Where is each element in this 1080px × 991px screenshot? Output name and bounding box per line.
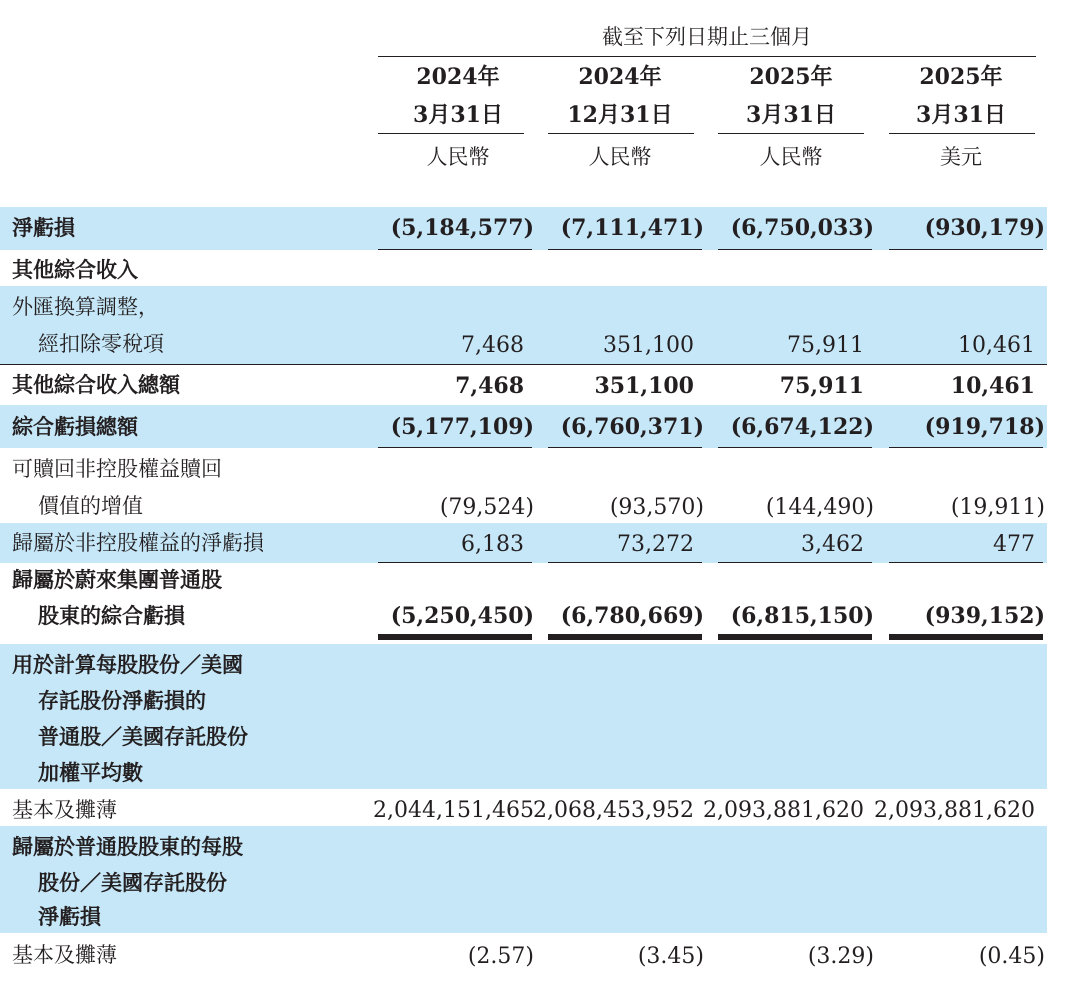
- date-rule-1: [378, 133, 524, 134]
- column-header-2: [555, 62, 685, 172]
- row-label-eps-cont: [12, 865, 372, 902]
- row-label-wavg-basic: 基本及攤薄: [12, 798, 117, 822]
- row-label-line: 股東的綜合虧損: [38, 604, 185, 628]
- row-label-wavg-cont: [12, 719, 372, 756]
- date-rule-4: [889, 133, 1035, 134]
- row-label-fx: 外匯換算調整，: [12, 295, 159, 319]
- date-rule-3: [718, 133, 864, 134]
- value-cell: (5,250,450): [390, 603, 534, 629]
- value-cell: (7,111,471): [560, 215, 704, 241]
- row-label-redeemable-cont: [12, 488, 372, 525]
- value-rule: [889, 562, 1043, 563]
- row-label-line: 經扣除零稅項: [38, 332, 164, 356]
- value-cell: 73,272: [617, 532, 694, 557]
- value-cell: 2,068,453,952: [533, 798, 694, 823]
- value-cell: 10,461: [950, 373, 1035, 399]
- row-label-eps-cont: [12, 899, 372, 936]
- column-currency: 人民幣: [588, 145, 652, 169]
- column-currency: 美元: [940, 145, 982, 169]
- column-date: 12月31日: [567, 102, 673, 128]
- double-rule: [889, 634, 1043, 640]
- value-cell: 477: [993, 532, 1035, 557]
- value-cell: 75,911: [787, 333, 864, 358]
- value-rule: [718, 249, 872, 250]
- column-header-1: [393, 62, 523, 172]
- value-rule: [548, 447, 702, 448]
- row-label-line: 存託股份淨虧損的: [38, 689, 206, 713]
- column-year: 2024年: [416, 64, 500, 90]
- value-rule: [378, 249, 532, 250]
- row-label-fx-cont: [12, 326, 372, 363]
- value-rule: [548, 249, 702, 250]
- value-cell: (2.57): [467, 944, 534, 969]
- column-date: 3月31日: [413, 102, 503, 128]
- value-cell: (19,911): [950, 495, 1045, 520]
- column-year: 2025年: [749, 64, 833, 90]
- value-rule: [718, 447, 872, 448]
- value-cell: 7,468: [455, 373, 524, 399]
- column-year: 2024年: [578, 64, 662, 90]
- row-label-eps: 歸屬於普通股股東的每股: [12, 835, 243, 859]
- value-cell: (3.45): [637, 944, 704, 969]
- value-cell: (5,184,577): [390, 215, 534, 241]
- value-cell: 2,044,151,465: [373, 798, 534, 823]
- row-label-nci-loss: 歸屬於非控股權益的淨虧損: [12, 531, 264, 555]
- value-rule: [889, 447, 1043, 448]
- period-title: 截至下列日期止三個月: [602, 25, 812, 49]
- value-cell: (6,780,669): [560, 603, 704, 629]
- value-cell: 10,461: [958, 333, 1035, 358]
- value-cell: (5,177,109): [390, 414, 534, 440]
- row-label-wavg-cont: [12, 755, 372, 792]
- row-label-attrib-comp-cont: [12, 598, 372, 635]
- value-cell: (3.29): [807, 944, 874, 969]
- value-cell: (93,570): [609, 495, 704, 520]
- value-rule: [548, 562, 702, 563]
- column-date: 3月31日: [916, 102, 1006, 128]
- row-label-net-loss: 淨虧損: [12, 216, 75, 240]
- value-rule: [889, 249, 1043, 250]
- value-rule: [378, 562, 532, 563]
- value-cell: (939,152): [924, 603, 1045, 629]
- value-rule: [378, 447, 532, 448]
- value-cell: 2,093,881,620: [874, 798, 1035, 823]
- header-rule: [378, 56, 1036, 57]
- value-cell: (6,674,122): [730, 414, 874, 440]
- value-cell: (79,524): [439, 495, 534, 520]
- row-label-attrib-comp: 歸屬於蔚來集團普通股: [12, 568, 222, 592]
- value-cell: (6,815,150): [730, 603, 874, 629]
- double-rule: [718, 634, 872, 640]
- value-cell: 351,100: [594, 373, 694, 399]
- value-cell: (6,750,033): [730, 215, 874, 241]
- row-label-comp-loss: 綜合虧損總額: [12, 415, 138, 439]
- double-rule: [548, 634, 702, 640]
- column-currency: 人民幣: [759, 145, 823, 169]
- value-cell: (6,760,371): [560, 414, 704, 440]
- row-label-line: 價值的增值: [38, 494, 143, 518]
- value-cell: 351,100: [603, 333, 694, 358]
- value-cell: (144,490): [765, 495, 874, 520]
- value-cell: (0.45): [978, 944, 1045, 969]
- value-cell: (930,179): [924, 215, 1045, 241]
- value-cell: 75,911: [779, 373, 864, 399]
- row-label-line: 淨虧損: [38, 905, 101, 929]
- value-rule: [718, 562, 872, 563]
- row-label-line: 普通股／美國存託股份: [38, 725, 248, 749]
- column-year: 2025年: [919, 64, 1003, 90]
- value-cell: 6,183: [461, 532, 524, 557]
- double-rule: [378, 634, 532, 640]
- column-header-4: [896, 62, 1026, 172]
- row-label-oci-total: 其他綜合收入總額: [12, 373, 180, 397]
- date-rule-2: [548, 133, 694, 134]
- row-label-wavg: 用於計算每股股份／美國: [12, 653, 243, 677]
- value-cell: (919,718): [924, 414, 1045, 440]
- value-cell: 7,468: [461, 333, 524, 358]
- column-currency: 人民幣: [426, 145, 490, 169]
- column-header-3: [726, 62, 856, 172]
- row-label-oci: 其他綜合收入: [12, 258, 138, 282]
- value-cell: 3,462: [801, 532, 864, 557]
- value-cell: 2,093,881,620: [703, 798, 864, 823]
- row-label-wavg-cont: [12, 683, 372, 720]
- row-label-line: 加權平均數: [38, 761, 143, 785]
- column-date: 3月31日: [746, 102, 836, 128]
- row-label-eps-basic: 基本及攤薄: [12, 943, 117, 967]
- row-rule: [0, 364, 1047, 365]
- row-label-line: 股份／美國存託股份: [38, 871, 227, 895]
- row-label-redeemable: 可贖回非控股權益贖回: [12, 457, 222, 481]
